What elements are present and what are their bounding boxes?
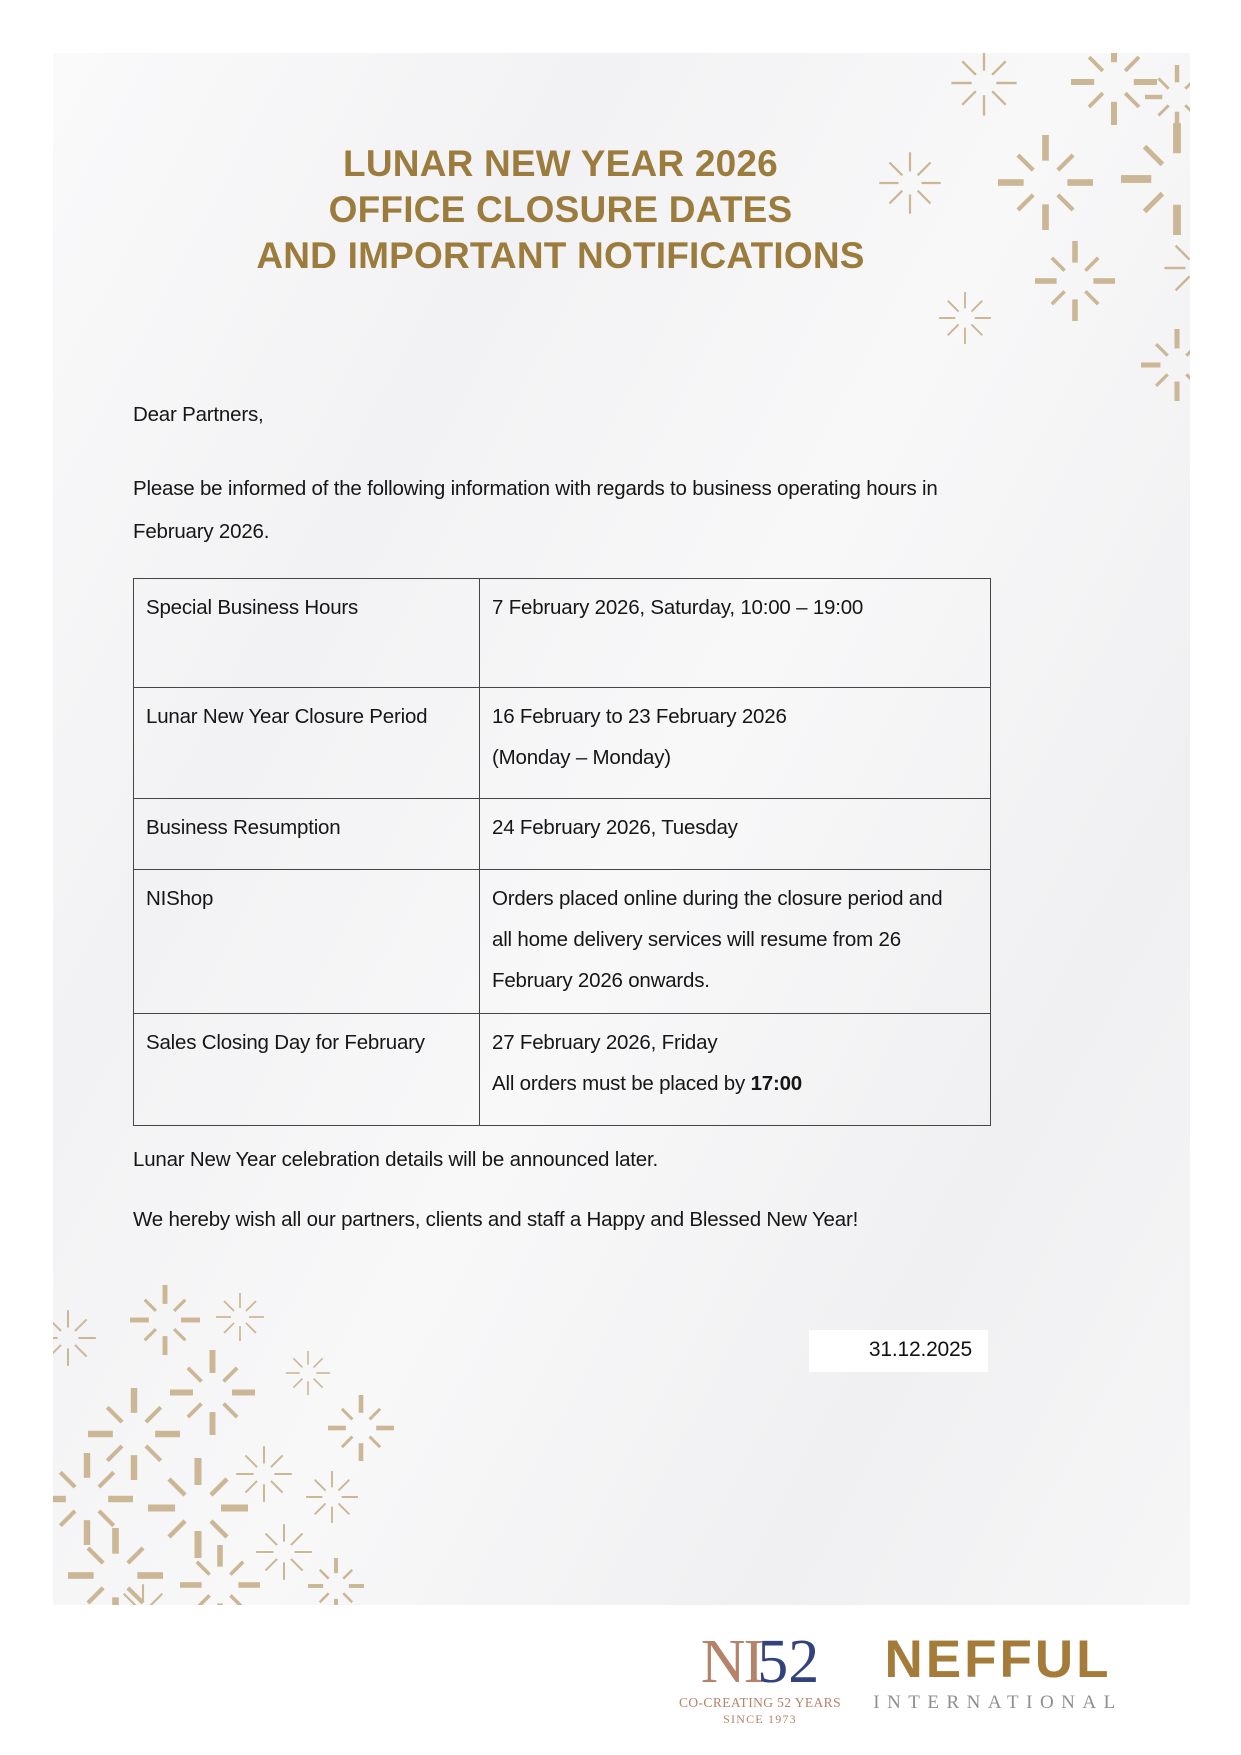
row-label-cell: Business Resumption: [134, 799, 480, 870]
sparkle-icon: [1163, 233, 1190, 303]
sparkle-icon: [938, 291, 992, 345]
table-row: [134, 799, 991, 870]
ni52-wordmark: NI52: [700, 1628, 820, 1696]
footer: [0, 1605, 1241, 1755]
nefful-wordmark: NEFFUL: [884, 1630, 1112, 1689]
sparkle-icon: [1121, 123, 1190, 235]
row-value-cell: [480, 579, 991, 688]
row-value-line: (Monday – Monday): [492, 746, 671, 769]
sparkle-icon: [53, 1309, 97, 1367]
document-date: 31.12.2025: [809, 1330, 988, 1372]
page-title: [133, 141, 988, 279]
sparkle-icon: [950, 53, 1018, 117]
row-value-cell: [480, 870, 991, 1014]
row-value-line: All orders must be placed by 17:00: [492, 1072, 802, 1095]
sparkle-icon: [1035, 241, 1115, 321]
sparkle-icon: [998, 135, 1093, 230]
sparkle-icon: [1145, 65, 1190, 129]
nefful-logo: [868, 1630, 1128, 1714]
info-table: [133, 578, 991, 1126]
row-label-cell: Lunar New Year Closure Period: [134, 688, 480, 799]
sparkle-icon: [255, 1523, 313, 1581]
row-value-line: Orders placed online during the closure period and all home delivery services will resume from 26 February 2026 onwards.: [492, 887, 943, 992]
document-date-row: [133, 1330, 988, 1372]
sparkle-icon: [148, 1458, 248, 1558]
title-line-3: AND IMPORTANT NOTIFICATIONS: [256, 235, 865, 276]
row-value-cell: [480, 1014, 991, 1126]
table-row: [134, 1014, 991, 1126]
row-value-line: 24 February 2026, Tuesday: [492, 816, 738, 839]
row-label-cell: NIShop: [134, 870, 480, 1014]
closing-paragraph-2: We hereby wish all our partners, clients and staff a Happy and Blessed New Year!: [133, 1208, 859, 1231]
nefful-subtitle: INTERNATIONAL: [873, 1692, 1123, 1713]
row-label-cell: Sales Closing Day for February: [134, 1014, 480, 1126]
title-line-2: OFFICE CLOSURE DATES: [328, 189, 793, 230]
salutation: Dear Partners,: [133, 403, 264, 426]
ni52-since: SINCE 1973: [723, 1712, 797, 1726]
sparkle-icon: [180, 1545, 260, 1605]
intro-paragraph: Please be informed of the following information with regards to business operating hours in February 2026.: [133, 477, 938, 543]
closing-paragraph-1: Lunar New Year celebration details will be announced later.: [133, 1148, 658, 1171]
sparkle-icon: [328, 1395, 394, 1461]
ni52-tagline: CO-CREATING 52 YEARS: [678, 1695, 841, 1710]
table-row: [134, 688, 991, 799]
row-label-cell: Special Business Hours: [134, 579, 480, 688]
sparkle-icon: [1141, 329, 1190, 401]
sparkle-icon: [305, 1470, 359, 1524]
table-row: [134, 870, 991, 1014]
sparkle-icon: [113, 1583, 173, 1605]
document-panel: [53, 53, 1190, 1605]
sparkle-icon: [308, 1558, 364, 1605]
ni52-logo: [665, 1628, 855, 1727]
sparkle-icon: [235, 1445, 293, 1503]
table-row: [134, 579, 991, 688]
row-value-cell: [480, 688, 991, 799]
deadline-time: 17:00: [750, 1072, 802, 1095]
title-line-1: LUNAR NEW YEAR 2026: [343, 143, 778, 184]
row-value-line: 27 February 2026, Friday: [492, 1031, 718, 1054]
row-value-line: 7 February 2026, Saturday, 10:00 – 19:00: [492, 596, 864, 619]
row-value-cell: [480, 799, 991, 870]
row-value-line: 16 February to 23 February 2026: [492, 705, 787, 728]
